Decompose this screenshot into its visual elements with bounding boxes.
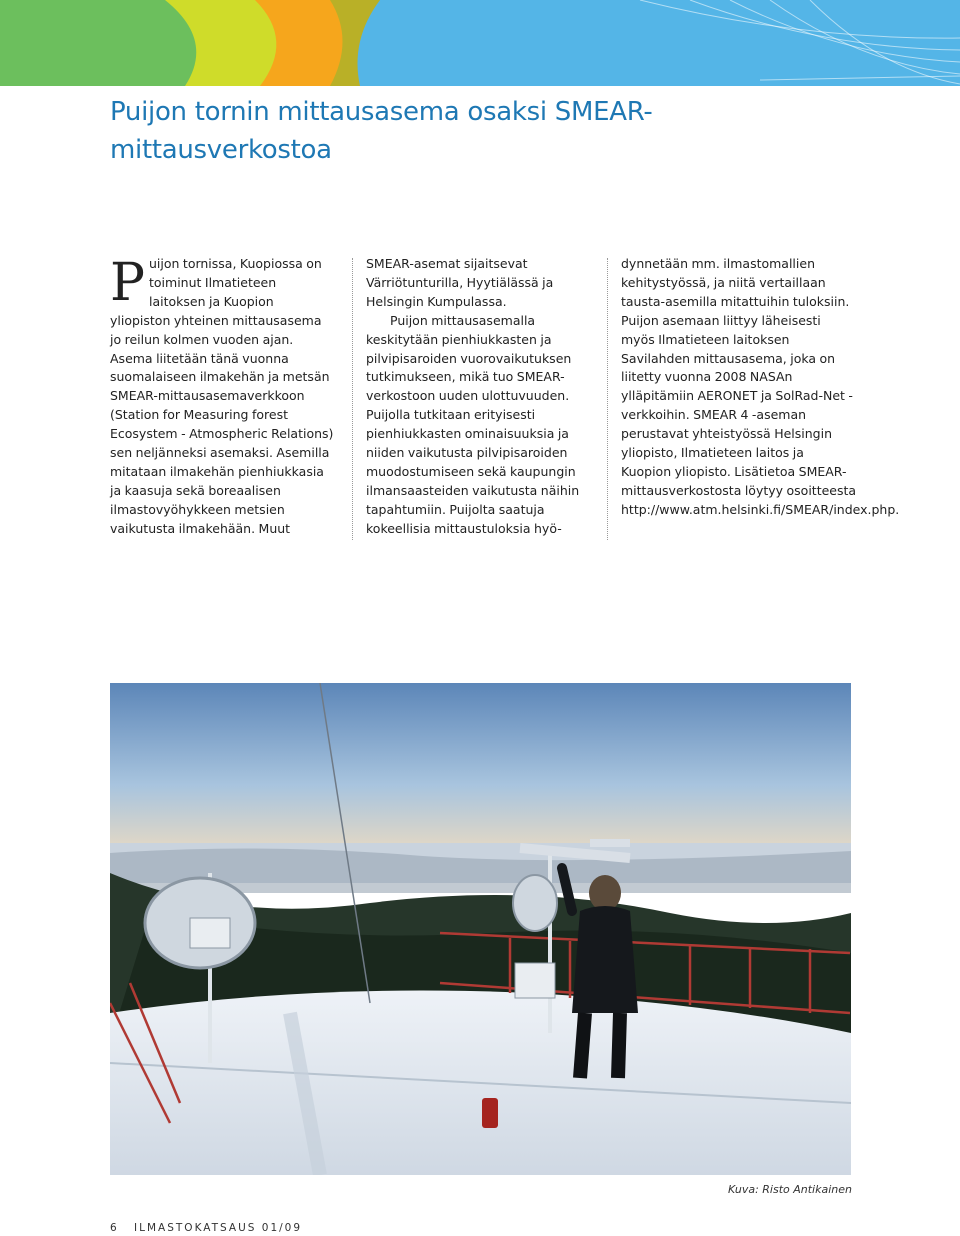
column-divider [352,258,353,540]
page-footer [110,1222,302,1234]
tower-rooftop-photo [110,683,851,1175]
paragraph: uijon tornissa, Kuopiossa on toiminut Ilmatieteen laitoksen ja Kuopion yliopiston yhteinen mittausasema jo reilun kolmen vuoden ajan. Asema liitetään tänä vuonna suomalaiseen ilmakehän ja metsän SMEAR-mittausasemaverkkoon (Station for Measuring forest Ecosystem - Atmospheric Relations) sen neljänneksi asemaksi. Asemilla mitataan ilmakehän pienhiukkasia ja kaasuja sekä boreaalisen ilmastovyöhykkeen metsien vaikutusta ilmakehään. Muut [110,256,334,536]
article-column-2 [366,255,598,539]
page-number: 6 [110,1222,117,1234]
column-divider [607,258,608,540]
article-column-1 [110,255,336,539]
header-banner [0,0,960,86]
article-title: Puijon tornin mittausasema osaksi SMEAR-mittausverkostoa [110,97,653,165]
paragraph: dynnetään mm. ilmastomallien kehitystyössä, ja niitä vertaillaan tausta-asemilla mitattuihin tuloksiin. Puijon asemaan liittyy läheisesti myös Ilmatieteen laitoksen Savilahden mittausasema, joka on liitetty vuonna 2008 NASAn ylläpitämiin AERONET ja SolRad-Net -verkkoihin. SMEAR 4 -aseman perustavat yhteistyössä Helsingin yliopisto, Ilmatieteen laitos ja Kuopion yliopisto. Lisätietoa SMEAR-mittausverkostosta löytyy osoitteesta http://www.atm.helsinki.fi/SMEAR/index.php. [621,256,900,517]
publication-name: ILMASTOKATSAUS 01/09 [134,1222,303,1234]
paragraph: Puijon mittausasemalla keskitytään pienhiukkasten ja pilvipisaroiden vuorovaikutuksen tutkimukseen, mikä tuo SMEAR-verkostoon uuden ulottuvuuden. Puijolla tutkitaan erityisesti pienhiukkasten ominaisuuksia ja niiden vaikutusta pilvipisaroiden muodostumiseen sekä kaupungin ilmansaasteiden vaikutusta näihin tapahtumiin. Puijolta saatuja kokeellisia mittaustuloksia hyö- [366,312,580,536]
drop-cap: P [110,253,145,313]
article-column-3 [621,255,900,520]
paragraph: SMEAR-asemat sijaitsevat Värriötunturilla, Hyytiälässä ja Helsingin Kumpulassa. [366,256,554,309]
photo-credit: Kuva: Risto Antikainen [727,1183,852,1196]
